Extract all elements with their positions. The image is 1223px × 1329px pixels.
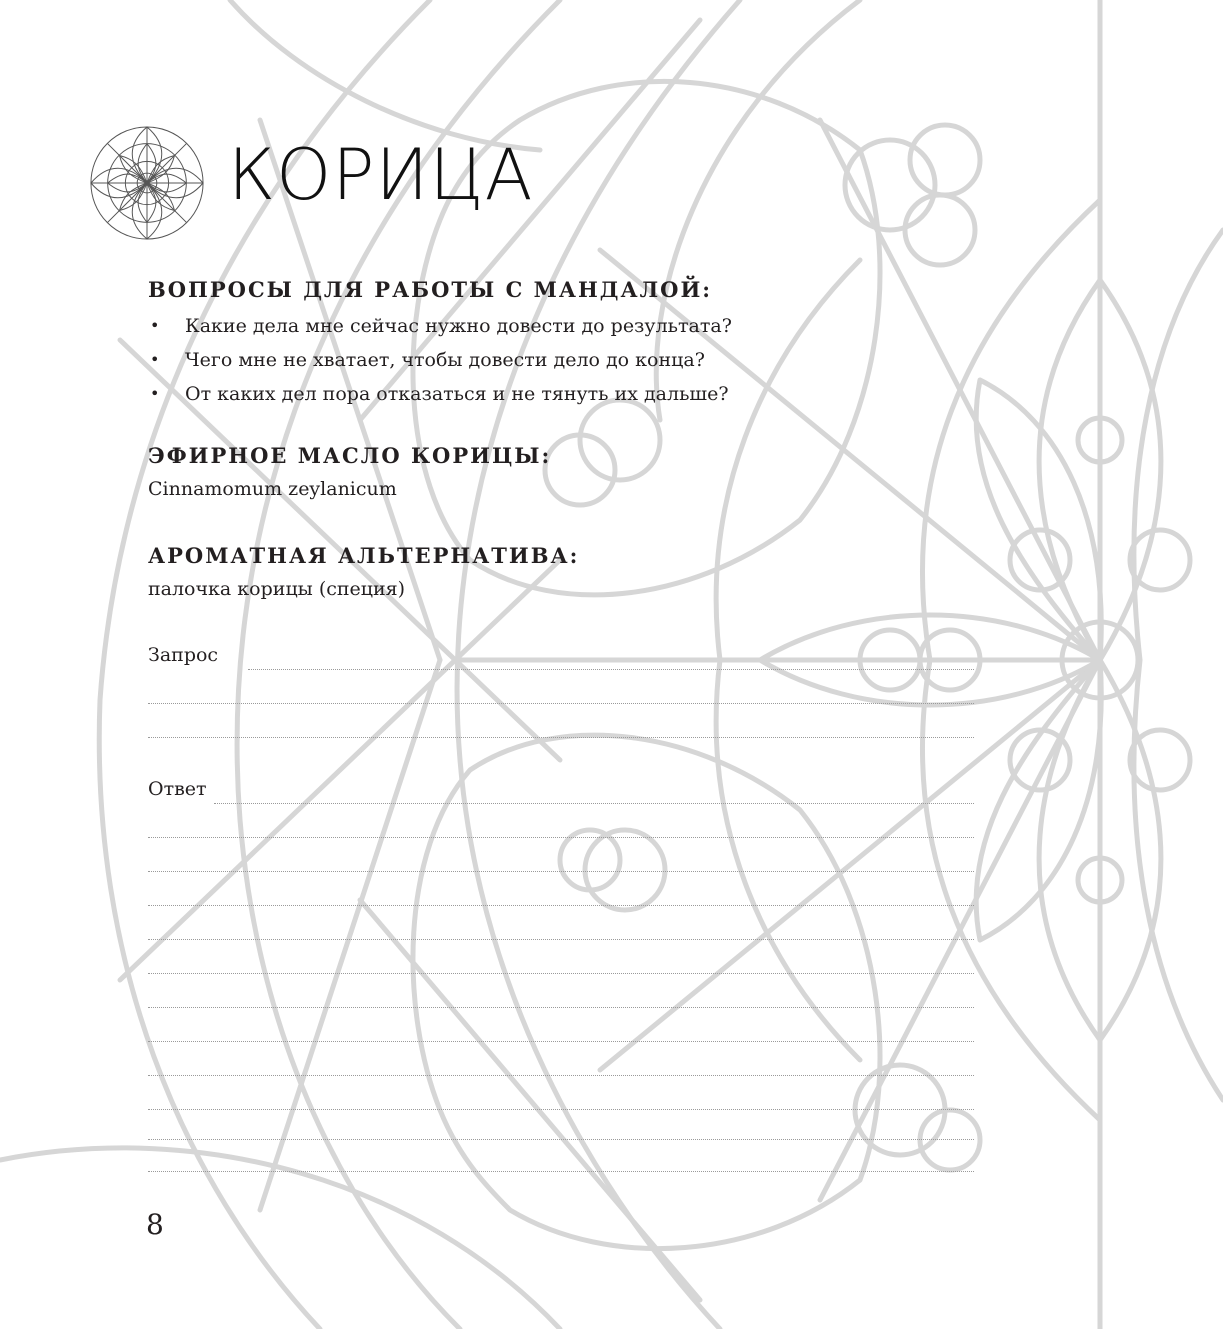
bullet-icon: • bbox=[150, 384, 160, 403]
bullet-icon: • bbox=[150, 350, 160, 369]
request-line[interactable] bbox=[248, 669, 974, 670]
answer-label: Ответ bbox=[148, 778, 207, 800]
answer-line[interactable] bbox=[148, 939, 974, 940]
answer-line[interactable] bbox=[148, 1007, 974, 1008]
answer-line[interactable] bbox=[148, 973, 974, 974]
mandala-emblem-icon bbox=[88, 124, 206, 242]
answer-line[interactable] bbox=[148, 905, 974, 906]
questions-heading: ВОПРОСЫ ДЛЯ РАБОТЫ С МАНДАЛОЙ: bbox=[148, 277, 713, 302]
oil-heading: ЭФИРНОЕ МАСЛО КОРИЦЫ: bbox=[148, 443, 552, 468]
page-number: 8 bbox=[146, 1208, 164, 1241]
list-item: • Какие дела мне сейчас нужно довести до результата? bbox=[148, 310, 732, 344]
alternative-heading: АРОМАТНАЯ АЛЬТЕРНАТИВА: bbox=[148, 543, 580, 568]
answer-line[interactable] bbox=[148, 1171, 974, 1172]
list-item: • Чего мне не хватает, чтобы довести дело до конца? bbox=[148, 344, 732, 378]
request-label: Запрос bbox=[148, 644, 219, 666]
list-item: • От каких дел пора отказаться и не тянуть их дальше? bbox=[148, 378, 732, 412]
answer-line[interactable] bbox=[148, 837, 974, 838]
answer-line[interactable] bbox=[148, 1109, 974, 1110]
request-line[interactable] bbox=[148, 737, 974, 738]
alternative-value: палочка корицы (специя) bbox=[148, 578, 406, 600]
questions-list bbox=[148, 310, 732, 412]
page-title: КОРИЦА bbox=[228, 134, 534, 216]
answer-line[interactable] bbox=[148, 1139, 974, 1140]
answer-line[interactable] bbox=[148, 1075, 974, 1076]
answer-line[interactable] bbox=[214, 803, 974, 804]
answer-line[interactable] bbox=[148, 871, 974, 872]
oil-value: Cinnamomum zeylanicum bbox=[148, 478, 397, 500]
answer-line[interactable] bbox=[148, 1041, 974, 1042]
bullet-icon: • bbox=[150, 316, 160, 335]
request-line[interactable] bbox=[148, 703, 974, 704]
